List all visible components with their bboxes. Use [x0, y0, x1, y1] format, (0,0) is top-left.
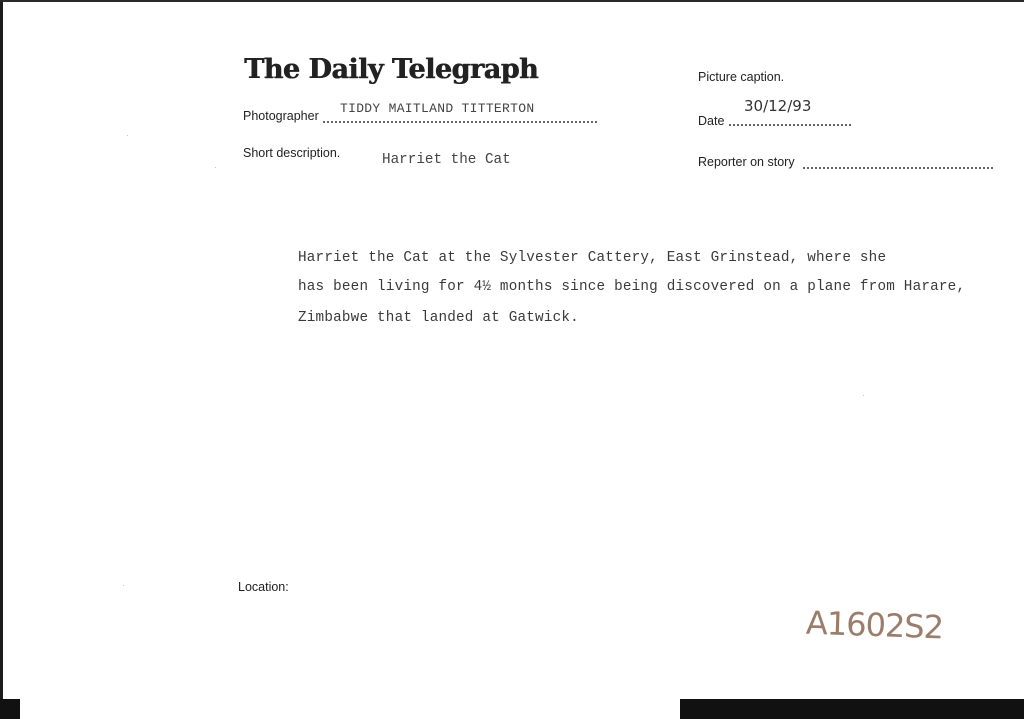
scan-edge-left: [0, 0, 3, 719]
picture-caption-label: Picture caption.: [698, 70, 785, 84]
photographer-value: TIDDY MAITLAND TITTERTON: [340, 101, 535, 116]
date-dotted-line: [728, 124, 852, 126]
scan-speck: ·: [214, 162, 217, 172]
scan-speck: ·: [862, 390, 865, 400]
caption-line-2: has been living for 4½ months since being discovered on a plane from Harare,: [298, 279, 966, 295]
caption-line-3: Zimbabwe that landed at Gatwick.: [298, 310, 579, 326]
date-value: 30/12/93: [744, 97, 812, 115]
scan-edge-bottom-gap: [20, 699, 680, 719]
photographer-label: Photographer: [243, 109, 319, 123]
date-label: Date: [698, 114, 725, 128]
reporter-dotted-line: [802, 167, 995, 169]
location-label: Location:: [238, 580, 289, 594]
newspaper-masthead: The Daily Telegraph: [244, 54, 539, 85]
short-description-label: Short description.: [243, 146, 341, 160]
caption-line-1: Harriet the Cat at the Sylvester Cattery, East Grinstead, where she: [298, 250, 887, 266]
photographer-dotted-line: [322, 121, 598, 123]
scan-speck: ·: [122, 580, 125, 590]
short-description-value: Harriet the Cat: [382, 152, 511, 168]
reporter-label: Reporter on story: [698, 155, 795, 169]
archive-number: A1602S2: [805, 603, 944, 647]
scan-speck: ·: [126, 130, 129, 140]
scan-edge-top: [0, 0, 1024, 2]
